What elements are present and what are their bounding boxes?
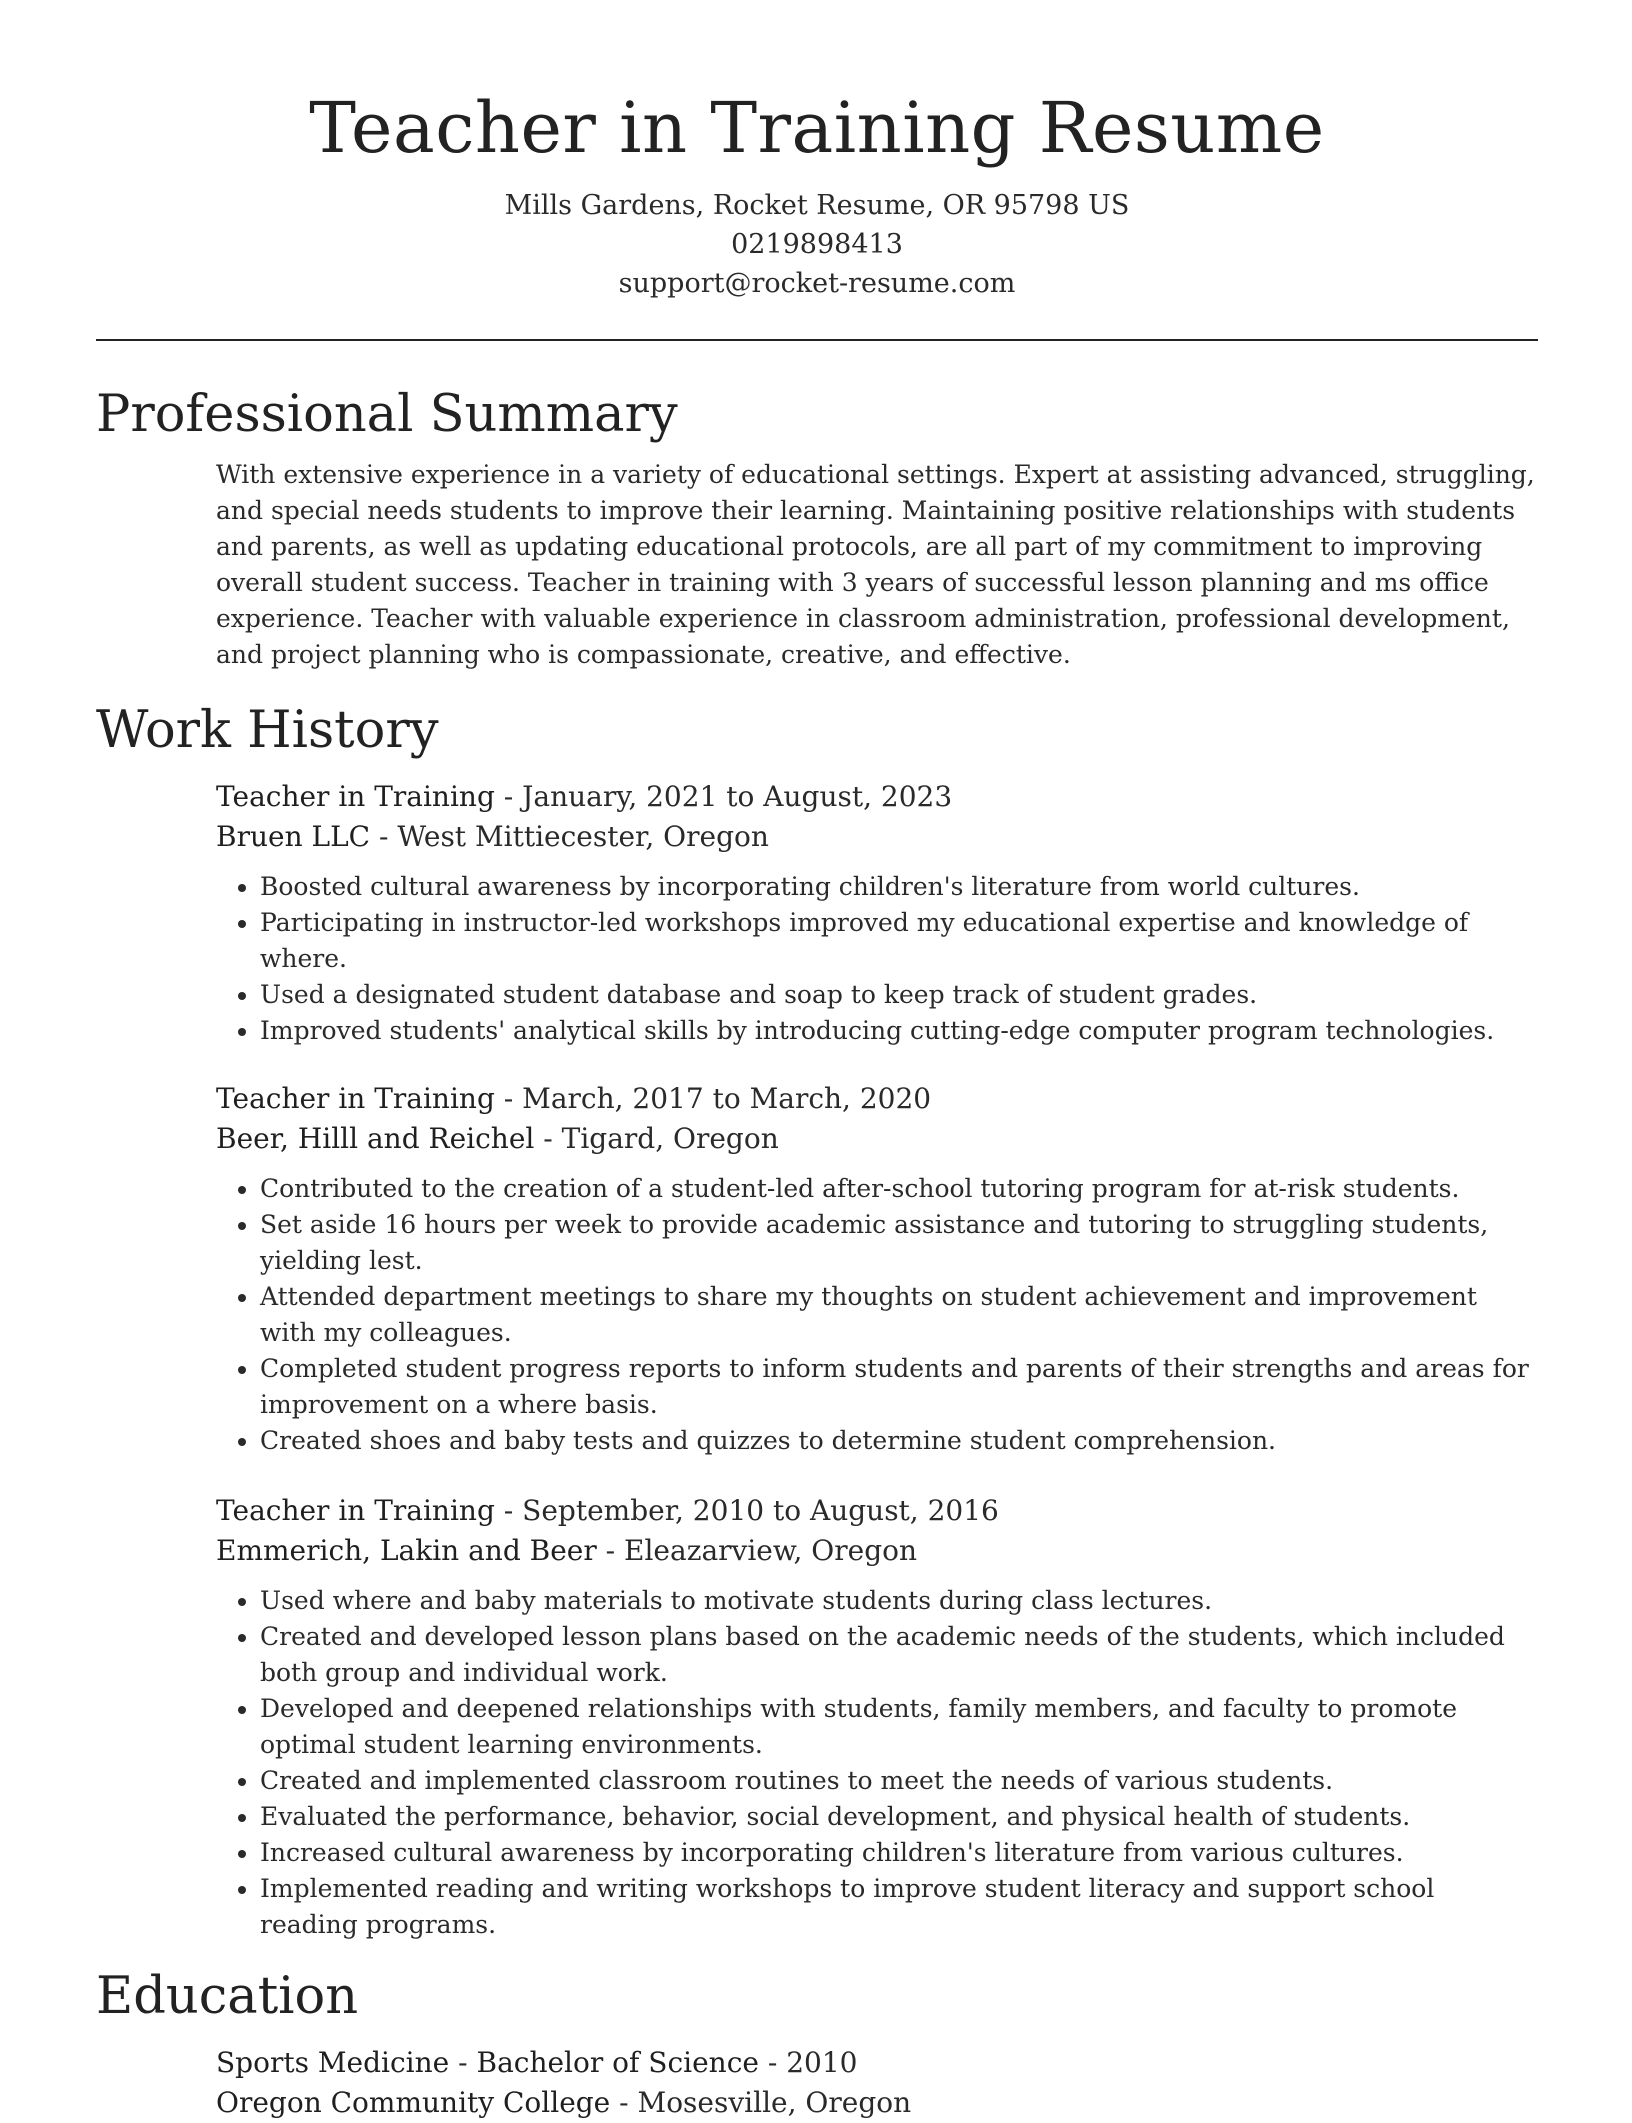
work-history-section — [96, 699, 1538, 1943]
list-item: • Set aside 16 hours per week to provide academic assistance and tutoring to struggling students, yielding lest. — [260, 1207, 1538, 1279]
job-company-line — [216, 1119, 1538, 1159]
list-item: • Created and developed lesson plans based on the academic needs of the students, which included both group and individual work. — [260, 1619, 1538, 1691]
job-company-line — [216, 1531, 1538, 1571]
list-item: • Implemented reading and writing workshops to improve student literacy and support school reading programs. — [260, 1871, 1538, 1943]
list-item: • Increased cultural awareness by incorporating children's literature from various cultures. — [260, 1835, 1538, 1871]
education-section — [96, 1965, 1538, 2123]
job-location: Tigard, Oregon — [561, 1122, 779, 1155]
summary-heading: Professional Summary — [96, 385, 678, 444]
job-bullets — [216, 1583, 1538, 1943]
address: Mills Gardens, Rocket Resume, OR 95798 US — [504, 190, 1130, 221]
list-item: • Attended department meetings to share my thoughts on student achievement and improvement with my colleagues. — [260, 1279, 1538, 1351]
education-degree: Bachelor of Science — [476, 2046, 759, 2079]
contact-info — [96, 186, 1538, 303]
job-title-line — [216, 777, 1538, 817]
resume-page — [96, 0, 1538, 2123]
job-company: Beer, Hilll and Reichel — [216, 1122, 535, 1155]
separator: - — [610, 2086, 638, 2119]
list-item: • Used a designated student database and soap to keep track of student grades. — [260, 977, 1538, 1013]
list-item: • Created shoes and baby tests and quizzes to determine student comprehension. — [260, 1423, 1538, 1459]
work-history-heading: Work History — [96, 701, 439, 760]
job-dates: September, 2010 to August, 2016 — [522, 1494, 999, 1527]
header-divider — [96, 339, 1538, 341]
job-bullets — [216, 1171, 1538, 1459]
job-position: Teacher in Training — [216, 1082, 495, 1115]
list-item: • Boosted cultural awareness by incorporating children's literature from world cultures. — [260, 869, 1538, 905]
education-field: Sports Medicine — [216, 2046, 450, 2079]
job-company: Emmerich, Lakin and Beer — [216, 1534, 597, 1567]
separator: - — [596, 1534, 625, 1567]
job-location: West Mittiecester, Oregon — [397, 820, 769, 853]
education-heading: Education — [96, 1967, 359, 2026]
separator: - — [494, 1082, 523, 1115]
education-location: Mosesville, Oregon — [637, 2086, 912, 2119]
job-entry — [216, 1491, 1538, 1943]
job-location: Eleazarview, Oregon — [624, 1534, 918, 1567]
list-item: • Improved students' analytical skills by introducing cutting-edge computer program technologies. — [260, 1013, 1538, 1049]
job-title-line — [216, 1079, 1538, 1119]
summary-section — [96, 383, 1538, 673]
email: support@rocket-resume.com — [618, 268, 1016, 299]
list-item: • Developed and deepened relationships with students, family members, and faculty to promote optimal student learning environments. — [260, 1691, 1538, 1763]
separator: - — [494, 1494, 523, 1527]
separator: - — [758, 2046, 787, 2079]
education-school: Oregon Community College — [216, 2086, 611, 2119]
job-bullets — [216, 869, 1538, 1049]
separator: - — [449, 2046, 477, 2079]
education-year: 2010 — [786, 2046, 858, 2079]
resume-title: Teacher in Training Resume — [309, 87, 1325, 169]
separator: - — [494, 780, 523, 813]
summary-text: With extensive experience in a variety of educational settings. Expert at assisting advanced, struggling, and special needs students to improve their learning. Maintaining positive relationships with students and parents, as well as updating educational protocols, are all part of my commitment to improving overall student success. Teacher in training with 3 years of successful lesson planning and ms office experience. Teacher with valuable experience in classroom administration, professional development, and project planning who is compassionate, creative, and effective. — [216, 460, 1535, 669]
list-item: • Completed student progress reports to inform students and parents of their strengths and areas for improvement on a where basis. — [260, 1351, 1538, 1423]
job-dates: March, 2017 to March, 2020 — [522, 1082, 932, 1115]
resume-header — [96, 0, 1538, 303]
job-entry — [216, 1079, 1538, 1459]
phone: 0219898413 — [731, 229, 903, 260]
job-dates: January, 2021 to August, 2023 — [522, 780, 953, 813]
list-item: • Contributed to the creation of a student-led after-school tutoring program for at-risk students. — [260, 1171, 1538, 1207]
job-entry — [216, 777, 1538, 1049]
job-company-line — [216, 817, 1538, 857]
list-item: • Evaluated the performance, behavior, social development, and physical health of students. — [260, 1799, 1538, 1835]
list-item: • Used where and baby materials to motivate students during class lectures. — [260, 1583, 1538, 1619]
list-item: • Created and implemented classroom routines to meet the needs of various students. — [260, 1763, 1538, 1799]
separator: - — [534, 1122, 562, 1155]
education-school-line — [216, 2083, 1538, 2123]
job-position: Teacher in Training — [216, 1494, 495, 1527]
job-company: Bruen LLC — [216, 820, 371, 853]
list-item: • Participating in instructor-led workshops improved my educational expertise and knowledge of where. — [260, 905, 1538, 977]
job-title-line — [216, 1491, 1538, 1531]
separator: - — [370, 820, 398, 853]
education-degree-line — [216, 2043, 1538, 2083]
job-position: Teacher in Training — [216, 780, 495, 813]
